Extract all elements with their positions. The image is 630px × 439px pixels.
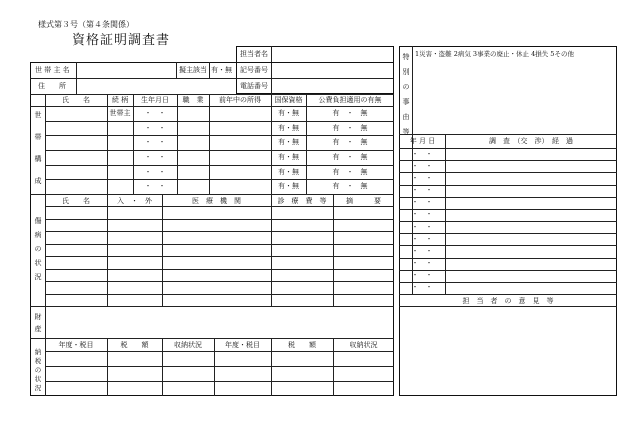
member-col-occupation: 職 業 [182, 96, 204, 104]
tax-col-status-2: 収納状況 [349, 341, 378, 349]
tax-col-status-1: 収納状況 [174, 341, 202, 349]
member-col-birthdate: 生年月日 [141, 96, 169, 104]
member-public-expense-yes-no[interactable]: 有 ・ 無 [332, 152, 368, 161]
illness-row[interactable] [46, 270, 392, 281]
investigation-date-marks: ・ ・ [411, 210, 433, 219]
householder-name-label: 世 帯 主 名 [35, 66, 70, 74]
member-nhi-yes-no[interactable]: 有・無 [278, 167, 299, 176]
member-col-nhi-status: 国保資格 [274, 96, 303, 104]
illness-row[interactable] [46, 295, 392, 306]
investigation-date-marks: ・ ・ [411, 246, 433, 255]
illness-row[interactable] [46, 232, 392, 243]
investigation-date-marks: ・ ・ [411, 283, 433, 292]
special-reasons-list: 1災害・盗難 2病気 3事業の廃止・休止 4損失 5その他 [415, 50, 574, 58]
member-col-income: 前年中の所得 [219, 96, 261, 104]
assets-field[interactable] [46, 307, 392, 337]
member-public-expense-yes-no[interactable]: 有 ・ 無 [332, 182, 368, 191]
member-relation: 世帯主 [109, 108, 131, 117]
investigation-entry-field[interactable] [446, 283, 616, 293]
illness-row[interactable] [46, 220, 392, 231]
member-birthdate-marks: ・ ・ [144, 167, 166, 176]
investigation-date-marks: ・ ・ [411, 222, 433, 231]
member-public-expense-yes-no[interactable]: 有 ・ 無 [332, 138, 368, 147]
member-nhi-yes-no[interactable]: 有・無 [278, 108, 299, 117]
member-name-field[interactable] [46, 122, 106, 135]
form-number: 様式第３号（第４条関係） [38, 20, 134, 29]
member-public-expense-yes-no[interactable]: 有 ・ 無 [332, 108, 368, 117]
illness-row[interactable] [46, 245, 392, 256]
tax-col-year-1: 年度・税目 [58, 341, 94, 349]
investigation-date-marks: ・ ・ [411, 234, 433, 243]
illness-row[interactable] [46, 257, 392, 268]
member-birthdate-marks: ・ ・ [144, 123, 166, 132]
illness-col-institution: 医 療 機 関 [192, 197, 241, 205]
investigation-entry-field[interactable] [446, 210, 616, 220]
illness-col-remarks: 摘 要 [346, 197, 381, 205]
special-reason-field[interactable] [413, 60, 615, 133]
code-number-label: 記号番号 [240, 66, 268, 74]
member-birthdate-marks: ・ ・ [144, 108, 166, 117]
tax-col-amount-2: 税 額 [288, 341, 316, 349]
member-name-field[interactable] [46, 166, 106, 179]
investigation-entry-field[interactable] [446, 246, 616, 256]
special-reason-label: 特別の事由等 [402, 53, 410, 136]
investigation-entry-field[interactable] [446, 222, 616, 232]
investigation-date-marks: ・ ・ [411, 198, 433, 207]
member-birthdate-marks: ・ ・ [144, 182, 166, 191]
address-label: 住 所 [38, 82, 66, 90]
investigation-entry-field[interactable] [446, 173, 616, 183]
investigation-entry-field[interactable] [446, 234, 616, 244]
illness-row[interactable] [46, 207, 392, 218]
illness-col-in-out: 入 ・ 外 [117, 197, 152, 205]
investigation-entry-field[interactable] [446, 161, 616, 171]
address-field[interactable] [77, 79, 235, 93]
investigation-date-marks: ・ ・ [411, 271, 433, 280]
member-nhi-yes-no[interactable]: 有・無 [278, 182, 299, 191]
phone-number-label: 電話番号 [240, 82, 268, 90]
member-birthdate-marks: ・ ・ [144, 138, 166, 147]
staff-name-field[interactable] [272, 47, 392, 61]
page-title: 資格証明調査書 [72, 33, 171, 48]
member-name-field[interactable] [46, 180, 106, 193]
tax-col-amount-1: 税 額 [120, 341, 149, 349]
member-name-field[interactable] [46, 107, 106, 120]
investigation-date-marks: ・ ・ [411, 161, 433, 170]
investigation-date-marks: ・ ・ [411, 259, 433, 268]
staff-name-label: 担当者名 [240, 50, 268, 58]
investigation-entry-field[interactable] [446, 198, 616, 208]
investigation-date-marks: ・ ・ [411, 186, 433, 195]
illness-section-label: 傷病の状況 [34, 217, 42, 281]
member-public-expense-yes-no[interactable]: 有 ・ 無 [332, 123, 368, 132]
member-col-relation: 続 柄 [111, 96, 129, 104]
member-name-field[interactable] [46, 151, 106, 164]
illness-row[interactable] [46, 282, 392, 293]
investigation-date-marks: ・ ・ [411, 173, 433, 182]
investigation-entry-field[interactable] [446, 149, 616, 159]
tax-section-label: 納税の状況 [34, 348, 42, 392]
investigation-entry-field[interactable] [446, 186, 616, 196]
investigation-entry-field[interactable] [446, 259, 616, 269]
member-nhi-yes-no[interactable]: 有・無 [278, 138, 299, 147]
member-col-name: 氏 名 [62, 96, 90, 104]
member-nhi-yes-no[interactable]: 有・無 [278, 123, 299, 132]
householder-name-field[interactable] [77, 63, 175, 77]
investigation-col-date: 年 月 日 [409, 137, 436, 145]
investigation-entry-field[interactable] [446, 271, 616, 281]
opinion-field[interactable] [400, 307, 616, 395]
assets-section-label: 財産 [34, 313, 42, 333]
opinion-label: 担 当 者 の 意 見 等 [462, 297, 554, 305]
household-section-label: 世帯構成 [34, 111, 42, 185]
illness-col-cost: 診 療 費 等 [277, 197, 327, 205]
member-col-public-expense: 公費負担適用の有無 [318, 96, 382, 104]
insured-yes-no[interactable]: 有・無 [211, 66, 232, 74]
illness-col-name: 氏 名 [62, 197, 90, 205]
investigation-col-progress: 調 査 （交 渉） 経 過 [489, 137, 573, 145]
insured-label: 擬主該当 [179, 66, 207, 74]
tax-col-year-2: 年度・税目 [225, 341, 260, 349]
member-name-field[interactable] [46, 136, 106, 149]
investigation-date-marks: ・ ・ [411, 149, 433, 158]
member-public-expense-yes-no[interactable]: 有 ・ 無 [332, 167, 368, 176]
member-birthdate-marks: ・ ・ [144, 152, 166, 161]
member-nhi-yes-no[interactable]: 有・無 [278, 152, 299, 161]
